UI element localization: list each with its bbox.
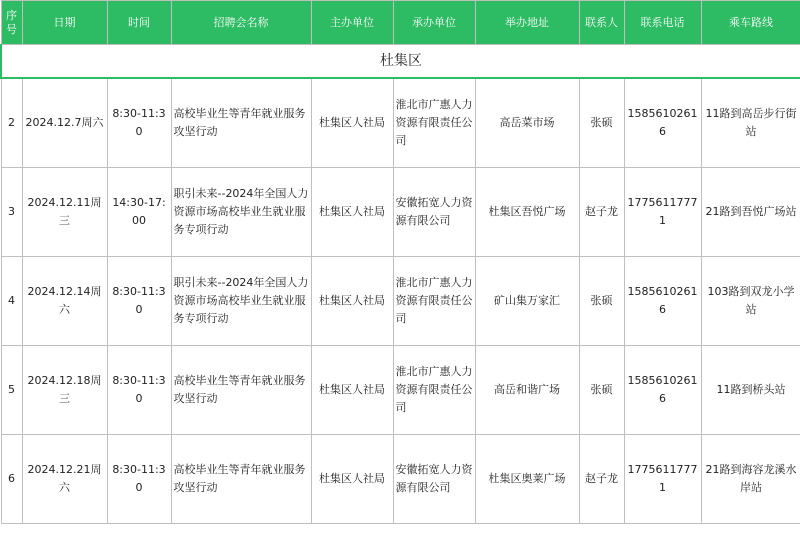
cell-route: 21路到吾悦广场站 bbox=[701, 168, 800, 257]
cell-route: 11路到桥头站 bbox=[701, 346, 800, 435]
cell-name: 高校毕业生等青年就业服务攻坚行动 bbox=[171, 346, 311, 435]
header-row bbox=[1, 1, 800, 45]
header-undertaker: 承办单位 bbox=[393, 1, 475, 45]
table-row bbox=[1, 257, 800, 346]
cell-route: 103路到双龙小学站 bbox=[701, 257, 800, 346]
cell-time: 8:30-11:30 bbox=[107, 257, 171, 346]
cell-phone: 15856102616 bbox=[624, 257, 701, 346]
table-row bbox=[1, 78, 800, 168]
header-route: 乘车路线 bbox=[701, 1, 800, 45]
table-row bbox=[1, 435, 800, 524]
cell-seq: 5 bbox=[1, 346, 22, 435]
cell-time: 8:30-11:30 bbox=[107, 435, 171, 524]
cell-name: 高校毕业生等青年就业服务攻坚行动 bbox=[171, 435, 311, 524]
cell-date: 2024.12.7周六 bbox=[22, 78, 107, 168]
cell-name: 职引未来--2024年全国人力资源市场高校毕业生就业服务专项行动 bbox=[171, 168, 311, 257]
header-time: 时间 bbox=[107, 1, 171, 45]
cell-time: 8:30-11:30 bbox=[107, 346, 171, 435]
cell-contact: 赵子龙 bbox=[579, 168, 624, 257]
cell-organizer: 杜集区人社局 bbox=[311, 168, 393, 257]
cell-undertaker: 淮北市广惠人力资源有限责任公司 bbox=[393, 346, 475, 435]
cell-contact: 赵子龙 bbox=[579, 435, 624, 524]
table-row bbox=[1, 346, 800, 435]
cell-organizer: 杜集区人社局 bbox=[311, 78, 393, 168]
header-seq: 序号 bbox=[1, 1, 22, 45]
cell-name: 高校毕业生等青年就业服务攻坚行动 bbox=[171, 78, 311, 168]
cell-date: 2024.12.14周六 bbox=[22, 257, 107, 346]
header-date: 日期 bbox=[22, 1, 107, 45]
cell-seq: 2 bbox=[1, 78, 22, 168]
cell-phone: 17756117771 bbox=[624, 168, 701, 257]
cell-address: 高岳菜市场 bbox=[475, 78, 579, 168]
table-row bbox=[1, 168, 800, 257]
cell-phone: 15856102616 bbox=[624, 346, 701, 435]
cell-address: 矿山集万家汇 bbox=[475, 257, 579, 346]
cell-name: 职引未来--2024年全国人力资源市场高校毕业生就业服务专项行动 bbox=[171, 257, 311, 346]
cell-contact: 张硕 bbox=[579, 257, 624, 346]
header-phone: 联系电话 bbox=[624, 1, 701, 45]
cell-organizer: 杜集区人社局 bbox=[311, 257, 393, 346]
cell-time: 8:30-11:30 bbox=[107, 78, 171, 168]
cell-date: 2024.12.21周六 bbox=[22, 435, 107, 524]
cell-seq: 3 bbox=[1, 168, 22, 257]
cell-address: 杜集区奥莱广场 bbox=[475, 435, 579, 524]
header-address: 举办地址 bbox=[475, 1, 579, 45]
district-row bbox=[1, 45, 800, 79]
cell-undertaker: 淮北市广惠人力资源有限责任公司 bbox=[393, 78, 475, 168]
cell-seq: 6 bbox=[1, 435, 22, 524]
district-label: 杜集区 bbox=[1, 45, 800, 79]
cell-undertaker: 安徽拓宽人力资源有限公司 bbox=[393, 168, 475, 257]
cell-organizer: 杜集区人社局 bbox=[311, 435, 393, 524]
cell-date: 2024.12.11周三 bbox=[22, 168, 107, 257]
cell-time: 14:30-17:00 bbox=[107, 168, 171, 257]
header-name: 招聘会名称 bbox=[171, 1, 311, 45]
cell-undertaker: 淮北市广惠人力资源有限责任公司 bbox=[393, 257, 475, 346]
header-contact: 联系人 bbox=[579, 1, 624, 45]
cell-organizer: 杜集区人社局 bbox=[311, 346, 393, 435]
cell-phone: 17756117771 bbox=[624, 435, 701, 524]
cell-address: 杜集区吾悦广场 bbox=[475, 168, 579, 257]
cell-date: 2024.12.18周三 bbox=[22, 346, 107, 435]
header-organizer: 主办单位 bbox=[311, 1, 393, 45]
cell-phone: 15856102616 bbox=[624, 78, 701, 168]
cell-seq: 4 bbox=[1, 257, 22, 346]
cell-route: 11路到高岳步行街站 bbox=[701, 78, 800, 168]
cell-contact: 张硕 bbox=[579, 346, 624, 435]
cell-address: 高岳和谐广场 bbox=[475, 346, 579, 435]
cell-undertaker: 安徽拓宽人力资源有限公司 bbox=[393, 435, 475, 524]
cell-contact: 张硕 bbox=[579, 78, 624, 168]
cell-route: 21路到海容龙溪水岸站 bbox=[701, 435, 800, 524]
